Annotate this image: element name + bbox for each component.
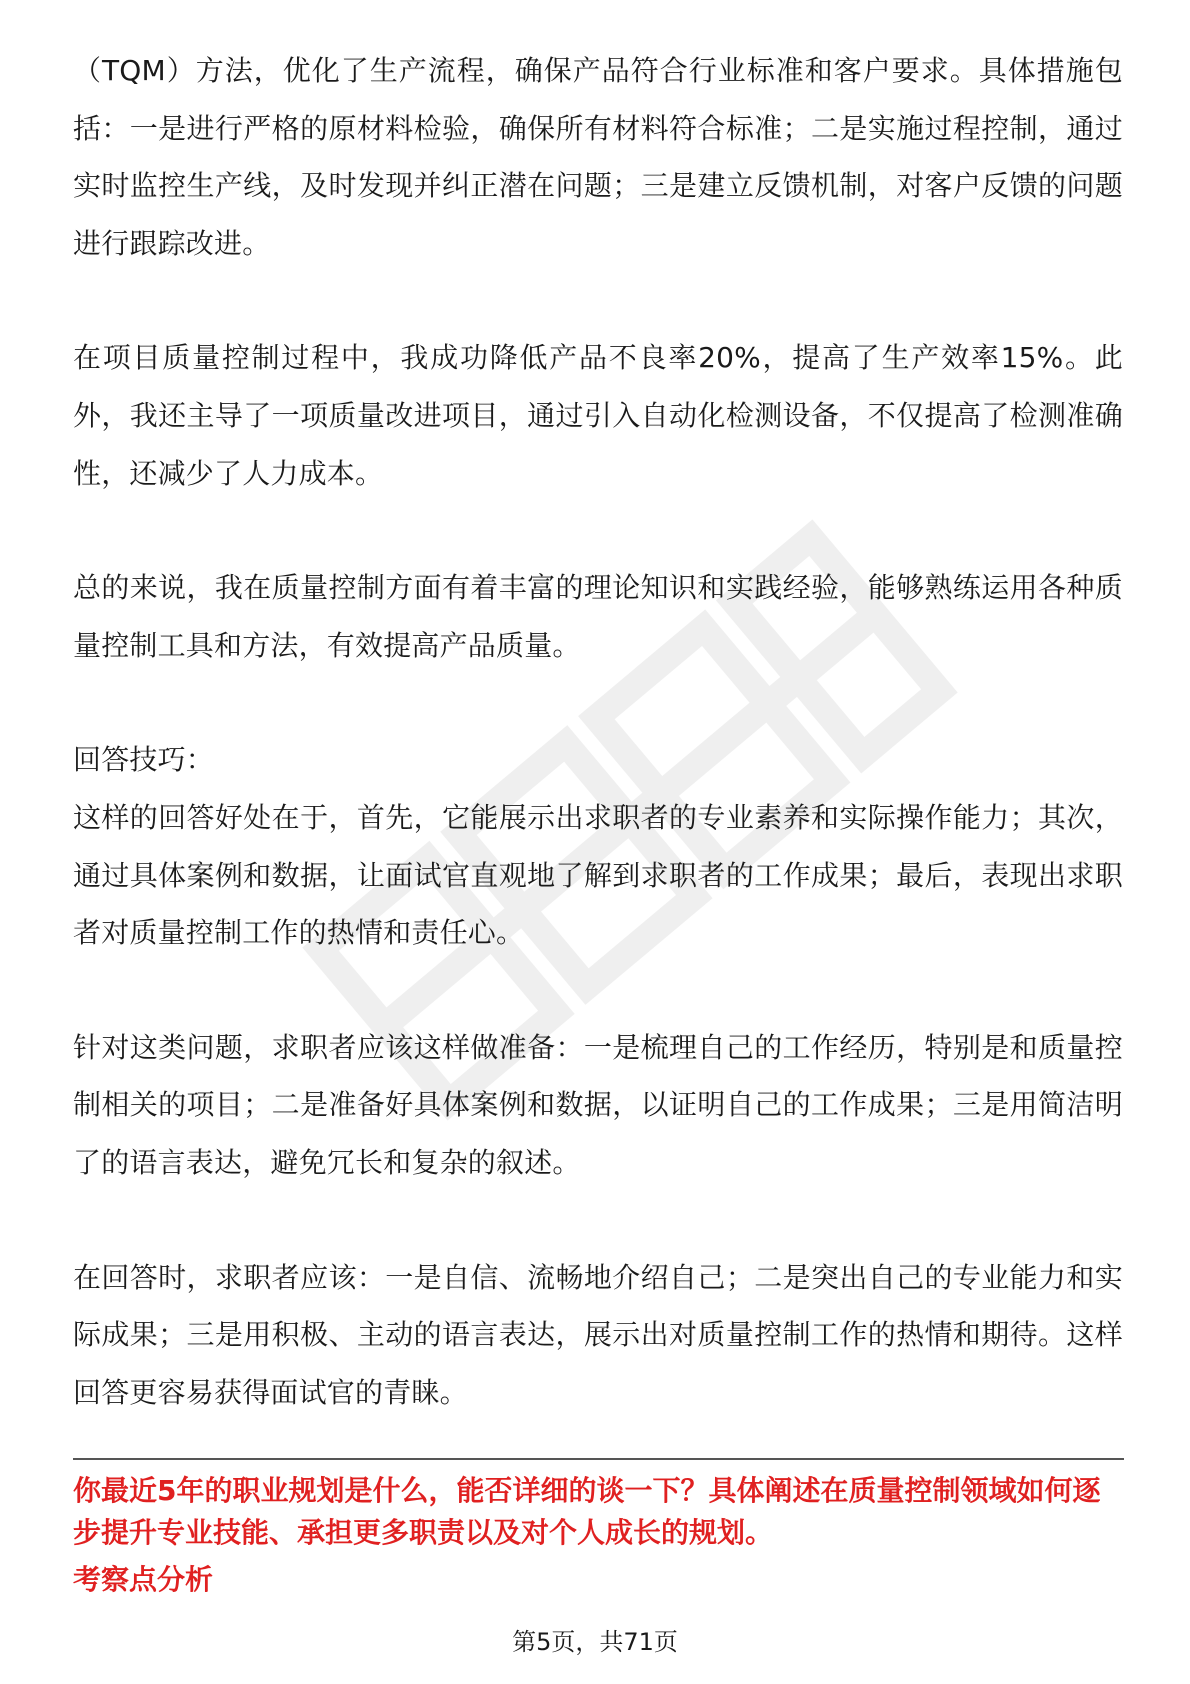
paragraph-preparation: 针对这类问题，求职者应该这样做准备：一是梳理自己的工作经历，特别是和质量控制相关的项目；二是准备好具体案例和数据，以证明自己的工作成果；三是用简洁明了的语言表达，避免冗长和复杂的叙述。 [73, 1030, 1123, 1179]
interview-question: 你最近5年的职业规划是什么，能否详细的谈一下？具体阐述在质量控制领域如何逐步提升专业技能、承担更多职责以及对个人成长的规划。 [73, 1474, 1101, 1549]
paragraph-answer-benefits: 这样的回答好处在于，首先，它能展示出求职者的专业素养和实际操作能力；其次，通过具体案例和数据，让面试官直观地了解到求职者的工作成果；最后，表现出求职者对质量控制工作的热情和责任心。 [73, 800, 1123, 950]
question-divider [73, 1458, 1124, 1460]
paragraph-summary: 总的来说，我在质量控制方面有着丰富的理论知识和实践经验，能够熟练运用各种质量控制工具和方法，有效提高产品质量。 [73, 571, 1123, 662]
paragraph-answer-advice: 在回答时，求职者应该：一是自信、流畅地介绍自己；二是突出自己的专业能力和实际成果；三是用积极、主动的语言表达，展示出对质量控制工作的热情和期待。这样回答更容易获得面试官的青睐。 [73, 1260, 1123, 1409]
answer-tips-heading: 回答技巧： [73, 743, 215, 777]
document-body [73, 42, 1123, 1421]
page-number: 第5页，共71页 [512, 1628, 678, 1656]
paragraph-tqm-methods: （TQM）方法，优化了生产流程，确保产品符合行业标准和客户要求。具体措施包括：一是进行严格的原材料检验，确保所有材料符合标准；二是实施过程控制，通过实时监控生产线，及时发现并纠正潜在问题；三是建立反馈机制，对客户反馈的问题进行跟踪改进。 [73, 54, 1123, 260]
section-title-analysis: 考察点分析 [73, 1563, 214, 1596]
paragraph-quality-results: 在项目质量控制过程中，我成功降低产品不良率20%，提高了生产效率15%。此外，我还主导了一项质量改进项目，通过引入自动化检测设备，不仅提高了检测准确性，还减少了人力成本。 [73, 341, 1123, 490]
